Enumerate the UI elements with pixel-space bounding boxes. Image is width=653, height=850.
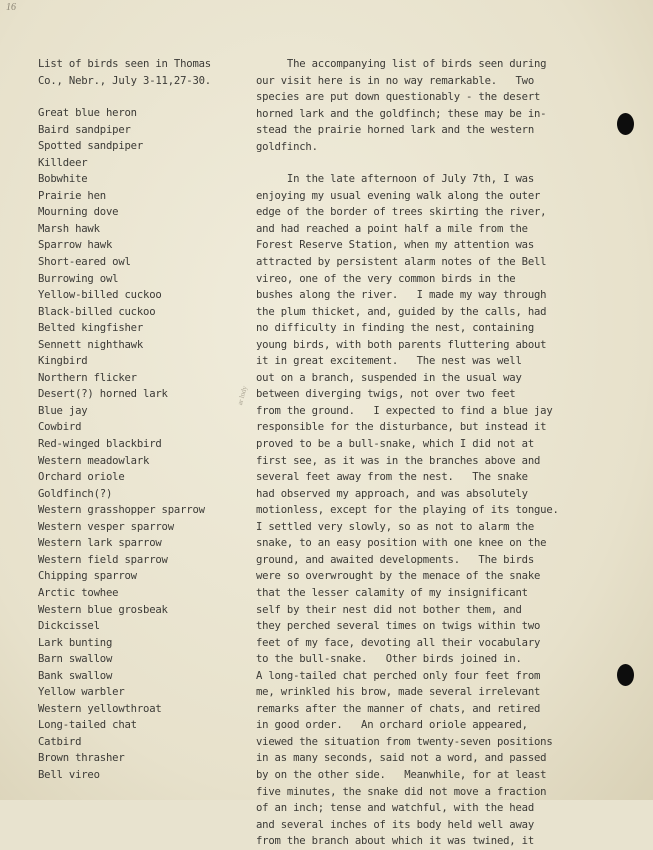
paragraph-line: out on a branch, suspended in the usual way xyxy=(256,371,522,384)
narrative-column xyxy=(256,56,636,850)
paragraph-line: first see, as it was in the branches above and xyxy=(256,454,541,467)
bird-list-item: Western vesper sparrow xyxy=(38,520,174,533)
bird-list-item: Mourning dove xyxy=(38,206,119,219)
bird-list-item: Bank swallow xyxy=(38,669,113,682)
bird-list-item: Western lark sparrow xyxy=(38,537,162,550)
paragraph-line: in good order. An orchard oriole appeared, xyxy=(256,719,528,732)
paragraph-line: remarks after the manner of chats, and retired xyxy=(256,702,541,715)
paragraph-line: In the late afternoon of July 7th, I was xyxy=(256,173,535,186)
paragraph-line: me, wrinkled his brow, made several irrelevant xyxy=(256,686,541,699)
paragraph-line: snake, to an easy position with one knee on the xyxy=(256,537,547,550)
bird-list-item: Prairie hen xyxy=(38,189,106,202)
bird-list-item: Bell vireo xyxy=(38,768,100,781)
bird-list-item: Barn swallow xyxy=(38,653,113,666)
bird-list-item: Kingbird xyxy=(38,355,88,368)
paragraph-line: that the lesser calamity of my insignificant xyxy=(256,586,528,599)
paragraph-line: enjoying my usual evening walk along the outer xyxy=(256,189,541,202)
bird-list-item: Arctic towhee xyxy=(38,586,119,599)
paragraph-line: had observed my approach, and was absolutely xyxy=(256,487,528,500)
bird-list-item: Northern flicker xyxy=(38,371,137,384)
paragraph-line: goldfinch. xyxy=(256,140,318,153)
paragraph-line: horned lark and the goldfinch; these may be in- xyxy=(256,107,547,120)
paragraph-line: proved to be a bull-snake, which I did not at xyxy=(256,438,535,451)
bird-list-column xyxy=(38,56,278,784)
bird-list-item: Marsh hawk xyxy=(38,222,100,235)
paragraph-line: edge of the border of trees skirting the river, xyxy=(256,206,547,219)
paragraph-line: motionless, except for the playing of its tongue. xyxy=(256,504,559,517)
paragraph-line: viewed the situation from twenty-seven positions xyxy=(256,735,553,748)
paragraph-line: between diverging twigs, not over two feet xyxy=(256,388,516,401)
bird-list-item: Western field sparrow xyxy=(38,553,168,566)
bird-list-item: Dickcissel xyxy=(38,620,100,633)
bird-list-item: Yellow warbler xyxy=(38,686,125,699)
paragraph-line: to the bull-snake. Other birds joined in. xyxy=(256,653,522,666)
paragraph-line: attracted by persistent alarm notes of the Bell xyxy=(256,256,547,269)
pencil-margin-note: ar lndy xyxy=(236,385,249,407)
list-title-line-2: Co., Nebr., July 3-11,27-30. xyxy=(38,74,211,87)
paragraph-line: vireo, one of the very common birds in the xyxy=(256,272,516,285)
paragraph-line: young birds, with both parents fluttering about xyxy=(256,338,547,351)
paragraph-1 xyxy=(256,56,636,155)
bird-list-item: Western yellowthroat xyxy=(38,702,162,715)
paragraph-line: were so overwrought by the menace of the snake xyxy=(256,570,541,583)
bird-list-item: Western grasshopper sparrow xyxy=(38,504,205,517)
page-number: 16 xyxy=(6,2,16,13)
bird-list-item: Goldfinch(?) xyxy=(38,487,113,500)
paragraph-line: five minutes, the snake did not move a fraction xyxy=(256,785,547,798)
paragraph-line: no difficulty in finding the nest, containing xyxy=(256,322,535,335)
bird-list-item: Cowbird xyxy=(38,421,82,434)
paragraph-line: in as many seconds, said not a word, and passed xyxy=(256,752,547,765)
paragraph-line: self by their nest did not bother them, and xyxy=(256,603,522,616)
bird-list-item: Belted kingfisher xyxy=(38,322,144,335)
bird-list-item: Yellow-billed cuckoo xyxy=(38,289,162,302)
paragraph-line: The accompanying list of birds seen during xyxy=(256,58,547,70)
paragraph-line: bushes along the river. I made my way through xyxy=(256,289,547,302)
paragraph-line: species are put down questionably - the desert xyxy=(256,91,541,104)
paragraph-line: Forest Reserve Station, when my attention was xyxy=(256,239,535,252)
bird-list-item: Orchard oriole xyxy=(38,471,125,484)
paragraph-line: of an inch; tense and watchful, with the head xyxy=(256,802,535,815)
paragraph-line: several feet away from the nest. The snake xyxy=(256,471,528,484)
paragraph-line: and several inches of its body held well away xyxy=(256,818,535,831)
paragraph-line: by on the other side. Meanwhile, for at least xyxy=(256,768,547,781)
paragraph-line: I settled very slowly, so as not to alarm the xyxy=(256,520,535,533)
paragraph-2 xyxy=(256,171,636,849)
bird-list-item: Bobwhite xyxy=(38,173,88,186)
bird-list-item: Blue jay xyxy=(38,404,88,417)
paragraph-line: feet of my face, devoting all their vocabulary xyxy=(256,636,541,649)
bird-list-item: Desert(?) horned lark xyxy=(38,388,168,401)
paragraph-line: they perched several times on twigs within two xyxy=(256,620,541,633)
bird-list-item: Burrowing owl xyxy=(38,272,119,285)
paragraph-line: responsible for the disturbance, but instead it xyxy=(256,421,547,434)
paragraph-line: from the ground. I expected to find a blue jay xyxy=(256,404,553,417)
binder-hole-top xyxy=(617,113,634,135)
bird-list xyxy=(38,105,278,783)
bird-list-item: Brown thrasher xyxy=(38,752,125,765)
bird-list-item: Black-billed cuckoo xyxy=(38,305,156,318)
bird-list-item: Killdeer xyxy=(38,156,88,169)
paragraph-line: ground, and awaited developments. The birds xyxy=(256,553,535,566)
bird-list-item: Red-winged blackbird xyxy=(38,438,162,451)
paragraph-line: A long-tailed chat perched only four feet from xyxy=(256,669,541,682)
bird-list-item: Lark bunting xyxy=(38,636,113,649)
paragraph-line: from the branch about which it was twined, it xyxy=(256,835,535,848)
paragraph-line: and had reached a point half a mile from the xyxy=(256,222,528,235)
bird-list-item: Chipping sparrow xyxy=(38,570,137,583)
paragraph-line: our visit here is in no way remarkable. Two xyxy=(256,74,535,87)
bird-list-item: Western blue grosbeak xyxy=(38,603,168,616)
bird-list-item: Sennett nighthawk xyxy=(38,338,144,351)
bird-list-item: Sparrow hawk xyxy=(38,239,113,252)
bird-list-item: Baird sandpiper xyxy=(38,123,131,136)
bird-list-item: Spotted sandpiper xyxy=(38,140,144,153)
paragraph-line: it in great excitement. The nest was well xyxy=(256,355,522,368)
list-title-line-1: List of birds seen in Thomas xyxy=(38,58,211,70)
bird-list-item: Catbird xyxy=(38,735,82,748)
paragraph-line: the plum thicket, and, guided by the calls, had xyxy=(256,305,547,318)
paragraph-line: stead the prairie horned lark and the western xyxy=(256,124,535,137)
binder-hole-bottom xyxy=(617,664,634,686)
bird-list-item: Short-eared owl xyxy=(38,256,131,269)
bird-list-item: Long-tailed chat xyxy=(38,719,137,732)
bird-list-item: Western meadowlark xyxy=(38,454,150,467)
bird-list-item: Great blue heron xyxy=(38,107,137,120)
